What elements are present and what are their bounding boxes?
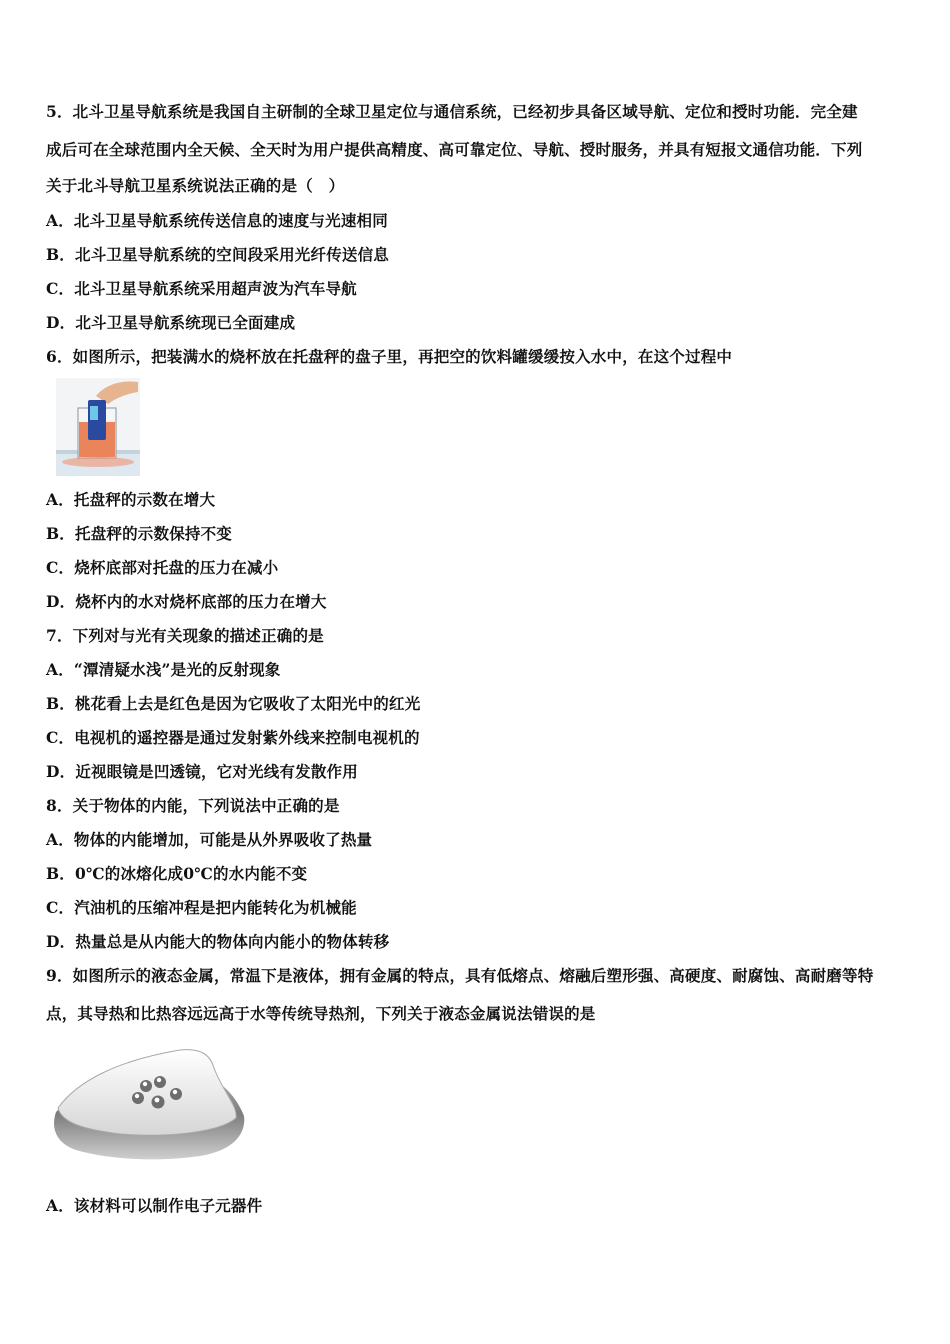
q5-option-b: B．北斗卫星导航系统的空间段采用光纤传送信息 [46, 245, 390, 264]
q6-option-d: D．烧杯内的水对烧杯底部的压力在增大 [46, 592, 327, 611]
q7-option-a: A．“潭清疑水浅”是光的反射现象 [46, 660, 281, 679]
q7-stem: 7．下列对与光有关现象的描述正确的是 [46, 626, 324, 645]
q7-option-d: D．近视眼镜是凹透镜，它对光线有发散作用 [46, 762, 358, 781]
q6-option-a: A．托盘秤的示数在增大 [46, 490, 216, 509]
q5-stem-line-3: 关于北斗导航卫星系统说法正确的是（ ） [46, 176, 345, 195]
q5-option-d: D．北斗卫星导航系统现已全面建成 [46, 313, 296, 332]
q5-option-a: A．北斗卫星导航系统传送信息的速度与光速相同 [46, 211, 388, 230]
q8-option-c: C．汽油机的压缩冲程是把内能转化为机械能 [46, 898, 357, 917]
q8-option-b: B．0℃的冰熔化成0℃的水内能不变 [46, 864, 308, 883]
q6-stem: 6．如图所示，把装满水的烧杯放在托盘秤的盘子里，再把空的饮料罐缓缓按入水中，在这个过程中 [46, 347, 733, 366]
q8-stem: 8．关于物体的内能，下列说法中正确的是 [46, 796, 340, 815]
q5-option-c: C．北斗卫星导航系统采用超声波为汽车导航 [46, 279, 357, 298]
q9-option-a: A．该材料可以制作电子元器件 [46, 1196, 263, 1215]
q5-stem-line-1: 5．北斗卫星导航系统是我国自主研制的全球卫星定位与通信系统，已经初步具备区域导航、定位和授时功能．完全建 [46, 102, 858, 121]
q8-option-d: D．热量总是从内能大的物体向内能小的物体转移 [46, 932, 390, 951]
q5-stem-line-2: 成后可在全球范围内全天候、全天时为用户提供高精度、高可靠定位、导航、授时服务，并具有短报文通信功能．下列 [46, 140, 863, 159]
q9-stem-line-1: 9．如图所示的液态金属，常温下是液体，拥有金属的特点，具有低熔点、熔融后塑形强、高硬度、耐腐蚀、高耐磨等特 [46, 966, 874, 985]
beaker-can-figure [56, 378, 140, 476]
q7-option-c: C．电视机的遥控器是通过发射紫外线来控制电视机的 [46, 728, 420, 747]
q7-option-b: B．桃花看上去是红色是因为它吸收了太阳光中的红光 [46, 694, 421, 713]
q6-option-c: C．烧杯底部对托盘的压力在减小 [46, 558, 279, 577]
q9-stem-line-2: 点，其导热和比热容远远高于水等传统导热剂，下列关于液态金属说法错误的是 [46, 1004, 596, 1023]
q6-option-b: B．托盘秤的示数保持不变 [46, 524, 233, 543]
q8-option-a: A．物体的内能增加，可能是从外界吸收了热量 [46, 830, 373, 849]
liquid-metal-figure [50, 1046, 248, 1166]
